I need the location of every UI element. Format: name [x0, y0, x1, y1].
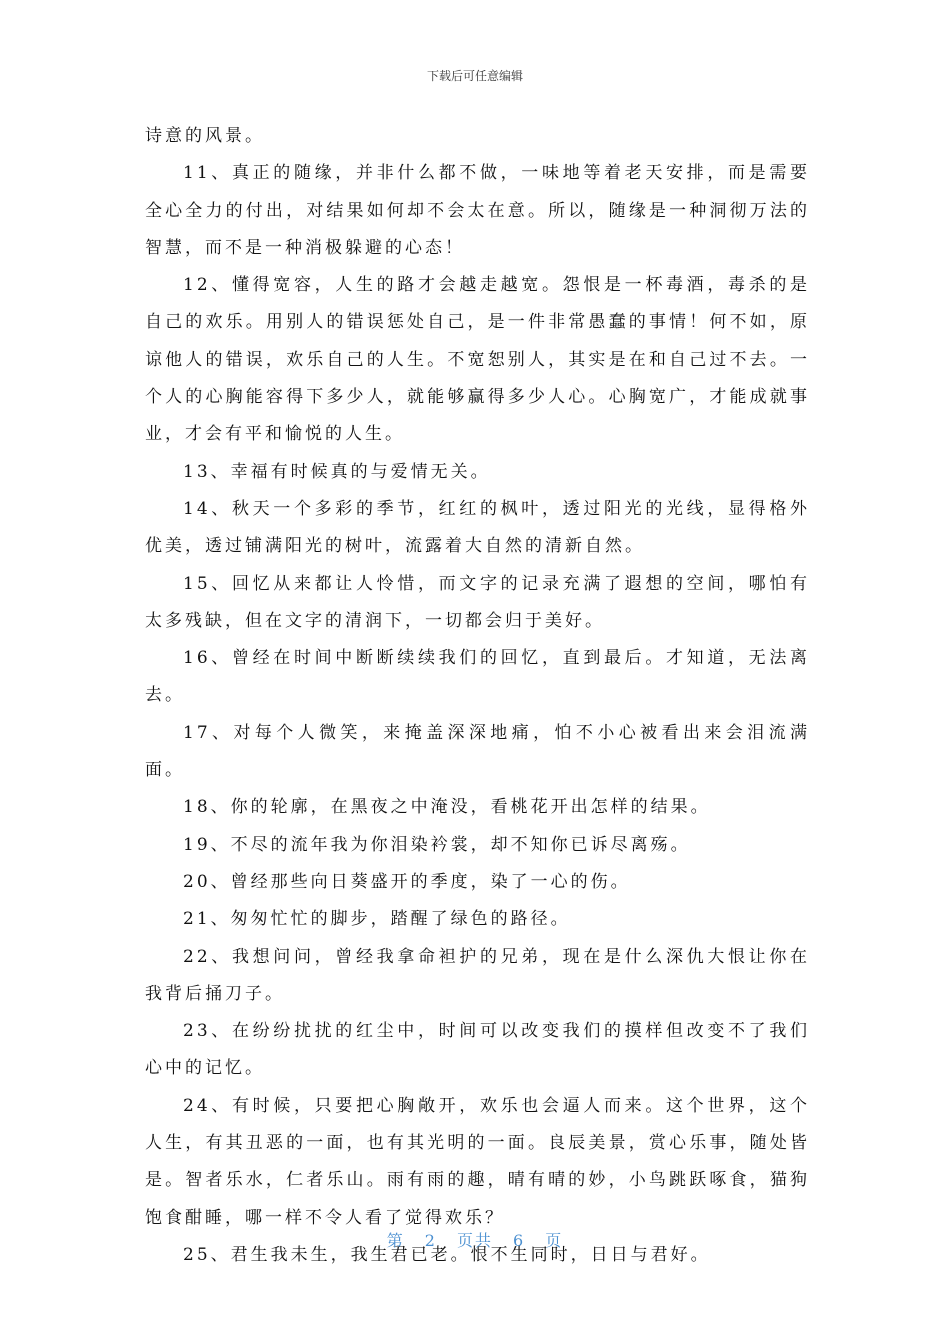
paragraph: 18、你的轮廓，在黑夜之中淹没，看桃花开出怎样的结果。	[183, 797, 711, 818]
paragraph: 24、有时候，只要把心胸敞开，欢乐也会逼人而来。这个世界，这个人生，有其丑恶的一面，也有其光明的一面。良辰美景，赏心乐事，随处皆是。智者乐水，仁者乐山。雨有雨的趣，晴有晴的妙，小鸟跳跃啄食，猫狗饱食酣睡，哪一样不令人看了觉得欢乐？	[145, 1095, 810, 1228]
footer-prefix: 第	[386, 1231, 405, 1250]
page-header: 下载后可任意编辑	[426, 69, 523, 83]
paragraph: 12、懂得宽容，人生的路才会越走越宽。怨恨是一杯毒酒，毒杀的是自己的欢乐。用别人的错误惩处自己，是一件非常愚蠢的事情！何不如，原谅他人的错误，欢乐自己的人生。不宽恕别人，其实是在和自己过不去。一个人的心胸能容得下多少人，就能够赢得多少人心。心胸宽广，才能成就事业，才会有平和愉悦的人生。	[145, 275, 810, 445]
paragraph: 23、在纷纷扰扰的红尘中，时间可以改变我们的摸样但改变不了我们心中的记忆。	[145, 1021, 810, 1079]
document-body	[145, 118, 810, 1274]
paragraph: 15、回忆从来都让人怜惜，而文字的记录充满了遐想的空间，哪怕有太多残缺，但在文字的清润下，一切都会归于美好。	[145, 573, 810, 631]
footer-middle: 页共	[456, 1231, 493, 1250]
page-footer	[0, 1228, 950, 1251]
paragraph: 11、真正的随缘，并非什么都不做，一味地等着老天安排，而是需要全心全力的付出，对结果如何却不会太在意。所以，随缘是一种洞彻万法的智慧，而不是一种消极躲避的心态！	[145, 163, 810, 258]
total-pages-number: 6	[513, 1231, 526, 1250]
paragraph: 20、曾经那些向日葵盛开的季度，染了一心的伤。	[183, 871, 631, 892]
paragraph: 21、匆匆忙忙的脚步，踏醒了绿色的路径。	[183, 909, 571, 930]
paragraph: 诗意的风景。	[145, 126, 265, 146]
paragraph: 17、对每个人微笑，来掩盖深深地痛，怕不小心被看出来会泪流满面。	[145, 722, 810, 781]
paragraph: 22、我想问问，曾经我拿命袒护的兄弟，现在是什么深仇大恨让你在我背后捅刀子。	[145, 946, 810, 1004]
paragraph: 14、秋天一个多彩的季节，红红的枫叶，透过阳光的光线，显得格外优美，透过铺满阳光的树叶，流露着大自然的清新自然。	[145, 498, 810, 557]
paragraph: 16、曾经在时间中断断续续我们的回忆，直到最后。才知道，无法离去。	[145, 648, 810, 706]
footer-suffix: 页	[545, 1231, 564, 1250]
paragraph: 13、幸福有时候真的与爱情无关。	[183, 461, 491, 482]
current-page-number: 2	[424, 1231, 437, 1250]
paragraph: 25、君生我未生，我生君已老。恨不生同时，日日与君好。	[183, 1244, 711, 1265]
paragraph: 19、不尽的流年我为你泪染衿裳，却不知你已诉尽离殇。	[183, 834, 691, 855]
